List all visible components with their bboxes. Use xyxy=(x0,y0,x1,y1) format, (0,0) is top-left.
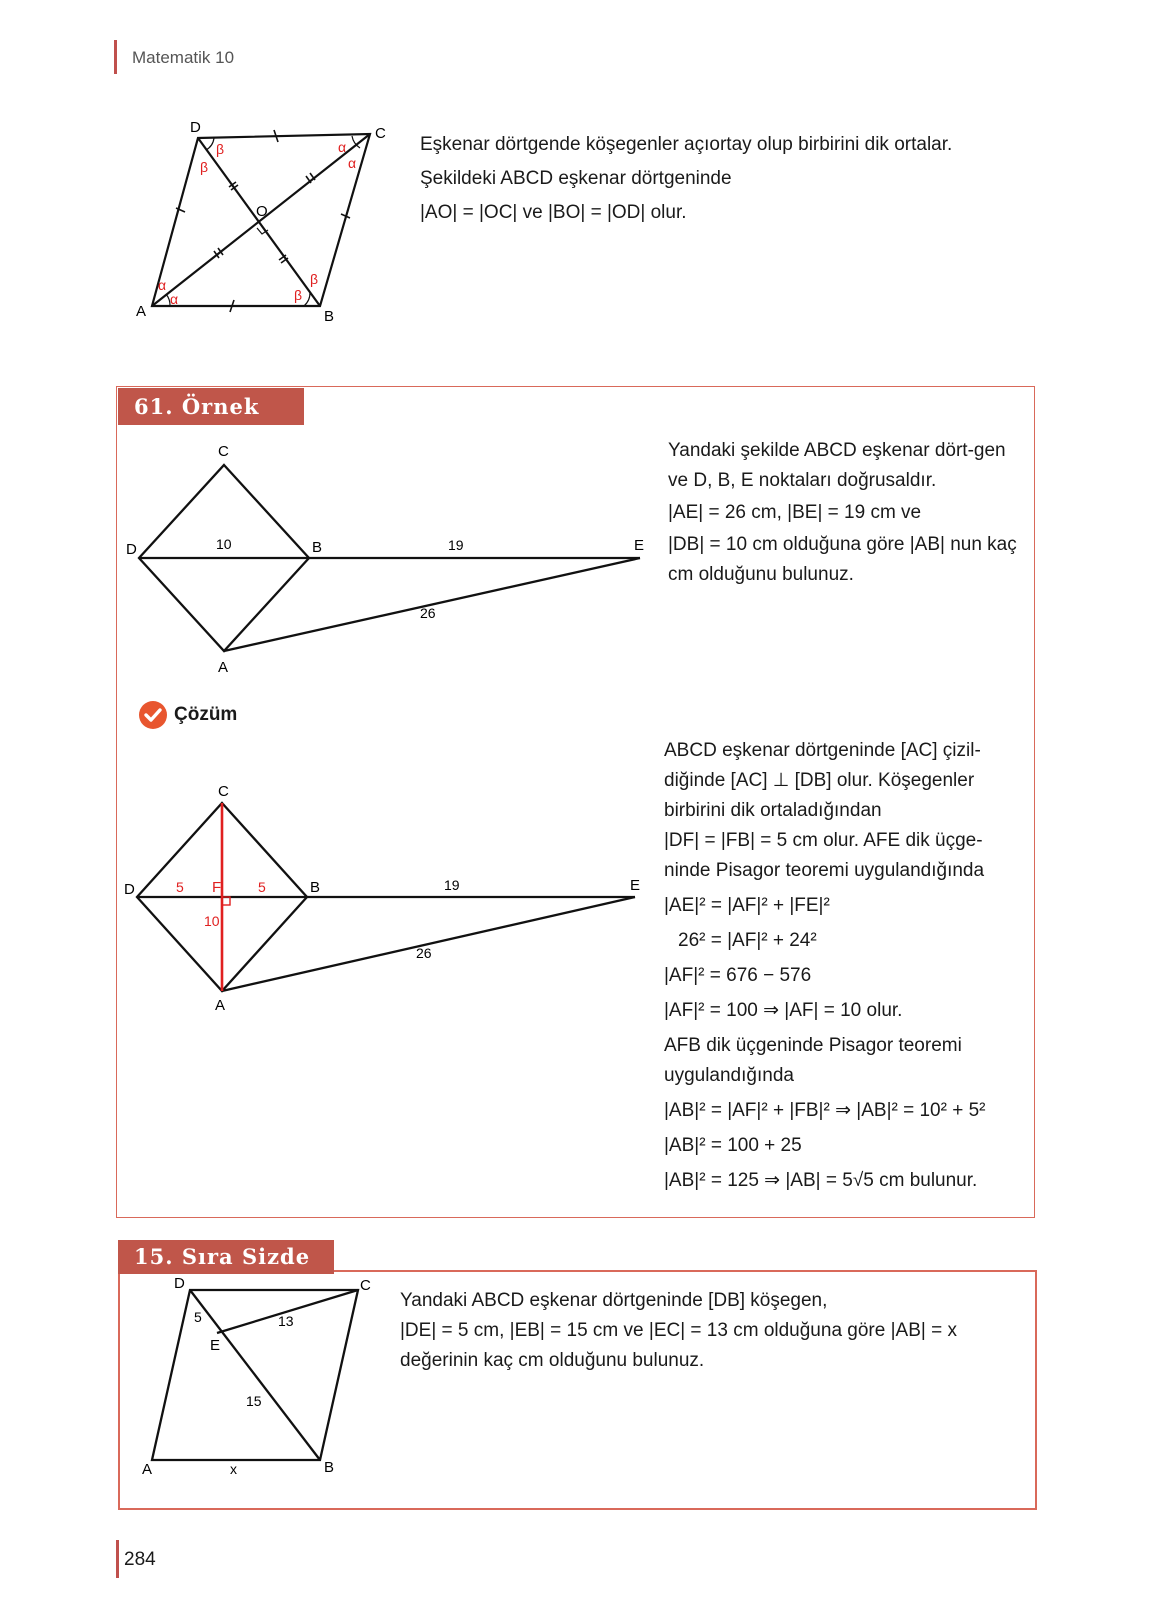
practice-text xyxy=(400,1286,1030,1376)
ex-length-db: 10 xyxy=(216,536,232,552)
practice-line: değerinin kaç cm olduğunu bulunuz. xyxy=(400,1350,705,1371)
ex-label-d: D xyxy=(126,541,137,558)
example-tab: 61. Örnek xyxy=(118,388,304,425)
intro-label-d: D xyxy=(190,119,201,136)
angle-alpha: α xyxy=(348,155,357,171)
angle-alpha: α xyxy=(338,139,347,155)
angle-beta: β xyxy=(294,287,303,303)
sol-length-fb: 5 xyxy=(258,879,266,895)
pr-label-d: D xyxy=(174,1278,185,1292)
ex-label-b: B xyxy=(312,539,323,556)
page-number: 284 xyxy=(124,1549,156,1570)
sol-label-a: A xyxy=(215,997,226,1014)
solution-figure xyxy=(120,780,660,1020)
intro-label-b: B xyxy=(324,308,335,325)
solution-equation: |AE|² = |AF|² + |FE|² xyxy=(664,895,830,916)
angle-beta: β xyxy=(310,271,319,287)
pr-length-eb: 15 xyxy=(246,1393,262,1409)
solution-paragraph: AFB dik üçgeninde Pisagor teoremi uygulandığında xyxy=(664,1035,962,1086)
solution-equation: |AB|² = |AF|² + |FB|² ⇒ |AB|² = 10² + 5² xyxy=(664,1100,986,1121)
practice-tab: 15. Sıra Sizde xyxy=(118,1240,334,1274)
ex-length-ae: 26 xyxy=(420,605,436,621)
practice-figure xyxy=(130,1278,380,1498)
example-statement: Yandaki şekilde ABCD eşkenar dört-gen ve D, B, E noktaları doğrusaldır. xyxy=(668,440,1006,491)
pr-length-ab: x xyxy=(230,1461,237,1477)
practice-line: Yandaki ABCD eşkenar dörtgeninde [DB] köşegen, xyxy=(400,1290,828,1311)
header-accent-bar xyxy=(114,40,117,74)
example-figure xyxy=(120,440,660,680)
footer-accent-bar xyxy=(116,1540,119,1578)
intro-text xyxy=(420,128,1020,230)
angle-beta: β xyxy=(216,141,225,157)
sol-length-ae: 26 xyxy=(416,945,432,961)
solution-equation: 26² = |AF|² + 24² xyxy=(678,930,817,951)
ex-length-be: 19 xyxy=(448,537,464,553)
book-title: Matematik 10 xyxy=(132,48,235,67)
solution-label: Çözüm xyxy=(174,704,238,725)
solution-equation: |AB|² = 125 ⇒ |AB| = 5√5 cm bulunur. xyxy=(664,1170,978,1191)
sol-length-af: 10 xyxy=(204,913,220,929)
example-statement: |AE| = 26 cm, |BE| = 19 cm ve xyxy=(668,502,922,523)
intro-line: Şekildeki ABCD eşkenar dörtgeninde xyxy=(420,168,732,189)
sol-length-df: 5 xyxy=(176,879,184,895)
sol-length-be: 19 xyxy=(444,877,460,893)
pr-label-c: C xyxy=(360,1278,371,1294)
example-text xyxy=(668,436,1018,592)
ex-label-e: E xyxy=(634,537,645,554)
angle-alpha: α xyxy=(170,291,179,307)
sol-label-d: D xyxy=(124,881,135,898)
angle-beta: β xyxy=(200,159,209,175)
check-icon xyxy=(138,700,168,730)
practice-line: |DE| = 5 cm, |EB| = 15 cm ve |EC| = 13 cm olduğuna göre |AB| = x xyxy=(400,1320,957,1341)
example-statement: |DB| = 10 cm olduğuna göre |AB| nun kaç cm olduğunu bulunuz. xyxy=(668,534,1017,585)
pr-label-e: E xyxy=(210,1337,221,1354)
solution-text xyxy=(664,736,1024,1196)
sol-label-e: E xyxy=(630,877,641,894)
intro-label-o: O xyxy=(256,203,268,220)
solution-equation: |AF|² = 676 − 576 xyxy=(664,965,812,986)
solution-paragraph: ABCD eşkenar dörtgeninde [AC] çizil-diğinde [AC] ⊥ [DB] olur. Köşegenler birbirini dik ortaladığından xyxy=(664,740,981,821)
intro-line: Eşkenar dörtgende köşegenler açıortay olup birbirini dik ortalar. xyxy=(420,134,953,155)
intro-label-c: C xyxy=(375,125,386,142)
intro-label-a: A xyxy=(136,303,147,320)
pr-length-de: 5 xyxy=(194,1309,202,1325)
ex-label-a: A xyxy=(218,659,229,676)
solution-equation: |AF|² = 100 ⇒ |AF| = 10 olur. xyxy=(664,1000,903,1021)
solution-equation: |AB|² = 100 + 25 xyxy=(664,1135,802,1156)
intro-line: |AO| = |OC| ve |BO| = |OD| olur. xyxy=(420,202,687,223)
sol-label-b: B xyxy=(310,879,321,896)
pr-label-b: B xyxy=(324,1459,335,1476)
pr-label-a: A xyxy=(142,1461,153,1478)
angle-alpha: α xyxy=(158,277,167,293)
solution-paragraph: |DF| = |FB| = 5 cm olur. AFE dik üçge-ninde Pisagor teoremi uygulandığında xyxy=(664,830,985,881)
sol-label-f: F xyxy=(212,879,222,896)
rhombus-property-figure xyxy=(130,118,400,328)
ex-label-c: C xyxy=(218,443,229,460)
sol-label-c: C xyxy=(218,783,229,800)
pr-length-ec: 13 xyxy=(278,1313,294,1329)
